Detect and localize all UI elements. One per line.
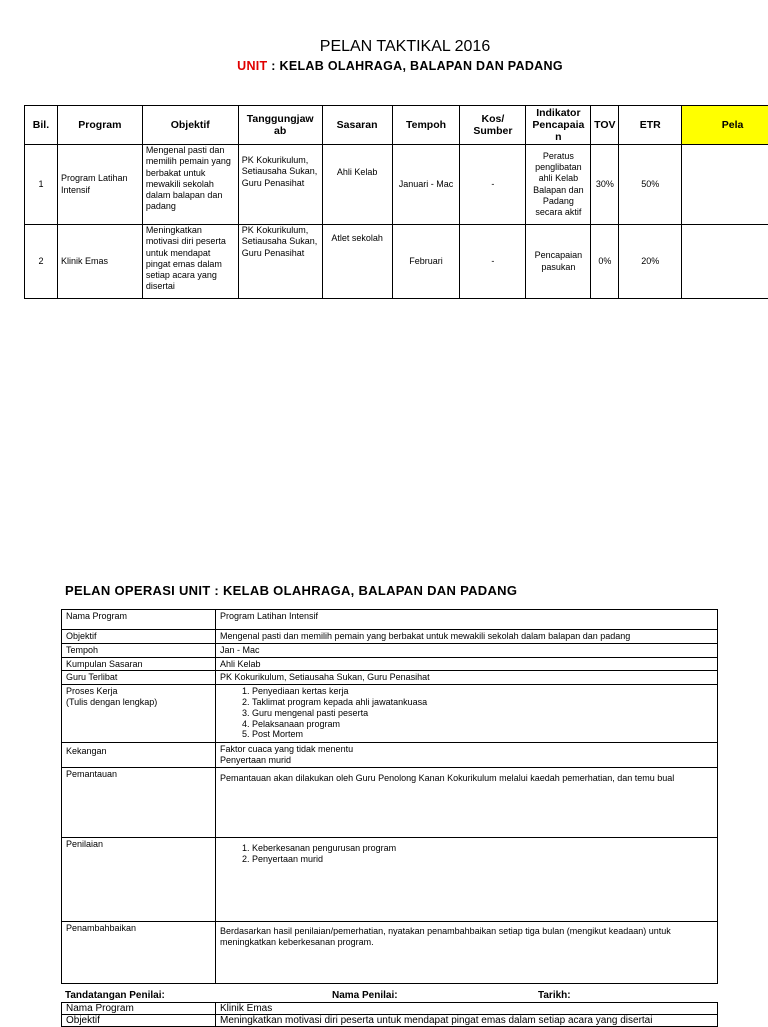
list-item: 2. Taklimat program kepada ahli jawatankuasa [252, 697, 713, 708]
value-proses-kerja [216, 685, 718, 743]
cell-kos: - [460, 145, 526, 225]
list-item: 3. Guru mengenal pasti peserta [252, 708, 713, 719]
table-row [62, 1015, 718, 1027]
tactical-plan-table [24, 105, 768, 299]
header-tanggungjawab: Tanggungjaw ab [238, 106, 322, 145]
value-objektif: Meningkatkan motivasi diri peserta untuk mendapat pingat emas dalam setiap acara yang disertai [216, 1015, 718, 1027]
value-kekangan [216, 743, 718, 768]
cell-pelan [682, 225, 768, 299]
cell-bil: 1 [25, 145, 58, 225]
header-indikator: Indikator Pencapaia n [526, 106, 591, 145]
header-program: Program [57, 106, 142, 145]
table-row [62, 610, 718, 630]
proses-kerja-label: Proses Kerja [66, 686, 118, 696]
header-tempoh: Tempoh [392, 106, 460, 145]
value-kumpulan-sasaran: Ahli Kelab [216, 657, 718, 671]
kekangan-line-1: Faktor cuaca yang tidak menentu [220, 744, 353, 754]
list-item: 5. Post Mortem [252, 729, 713, 740]
penilaian-list [220, 843, 713, 865]
header-kos: Kos/ Sumber [460, 106, 526, 145]
unit-label: UNIT [237, 59, 267, 73]
table-row [62, 643, 718, 657]
value-pemantauan: Pemantauan akan dilakukan oleh Guru Penolong Kanan Kokurikulum melalui kaedah pemerhatian, dan temu bual [216, 767, 718, 837]
cell-kos: - [460, 225, 526, 299]
cell-tanggungjawab: PK Kokurikulum, Setiausaha Sukan, Guru Penasihat [238, 145, 322, 225]
label-guru-terlibat: Guru Terlibat [62, 671, 216, 685]
list-item: 1. Keberkesanan pengurusan program [252, 843, 713, 854]
list-item: 4. Pelaksanaan program [252, 719, 713, 730]
label-penilaian: Penilaian [62, 837, 216, 921]
proses-kerja-sublabel: (Tulis dengan lengkap) [66, 697, 157, 707]
table-row [62, 767, 718, 837]
table-row [62, 837, 718, 921]
label-nama-program: Nama Program [62, 610, 216, 630]
cell-sasaran: Atlet sekolah [322, 225, 392, 299]
page-title: PELAN TAKTIKAL 2016 [0, 38, 768, 56]
table-row [62, 671, 718, 685]
table-row [25, 225, 768, 299]
header-etr: ETR [619, 106, 682, 145]
table-row [62, 685, 718, 743]
value-guru-terlibat: PK Kokurikulum, Setiausaha Sukan, Guru Penasihat [216, 671, 718, 685]
unit-subtitle [0, 59, 768, 73]
header-objektif: Objektif [142, 106, 238, 145]
cell-indikator: Pencapaian pasukan [526, 225, 591, 299]
kekangan-line-2: Penyertaan murid [220, 755, 291, 765]
cell-etr: 50% [619, 145, 682, 225]
value-tempoh: Jan - Mac [216, 643, 718, 657]
cell-tempoh: Februari [392, 225, 460, 299]
label-tempoh: Tempoh [62, 643, 216, 657]
label-proses-kerja [62, 685, 216, 743]
cell-pelan [682, 145, 768, 225]
cell-indikator: Peratus penglibatan ahli Kelab Balapan dan Padang secara aktif [526, 145, 591, 225]
cell-program: Program Latihan Intensif [57, 145, 142, 225]
label-penambahbaikan: Penambahbaikan [62, 921, 216, 983]
header-bil: Bil. [25, 106, 58, 145]
signature-label: Tandatangan Penilai: [65, 990, 165, 1001]
cell-tov: 30% [591, 145, 619, 225]
cell-bil: 2 [25, 225, 58, 299]
table-row [62, 1003, 718, 1015]
label-objektif: Objektif [62, 630, 216, 644]
table-row [25, 145, 768, 225]
cell-sasaran: Ahli Kelab [322, 145, 392, 225]
proses-kerja-list [220, 686, 713, 740]
value-penilaian [216, 837, 718, 921]
cell-etr: 20% [619, 225, 682, 299]
label-kekangan: Kekangan [62, 743, 216, 768]
table-header-row [25, 106, 768, 145]
label-pemantauan: Pemantauan [62, 767, 216, 837]
header-tov: TOV [591, 106, 619, 145]
evaluator-name-label: Nama Penilai: [332, 990, 398, 1001]
cell-objektif: Mengenal pasti dan memilih pemain yang berbakat untuk mewakili sekolah dalam balapan dan padang [142, 145, 238, 225]
value-nama-program: Program Latihan Intensif [216, 610, 718, 630]
label-nama-program: Nama Program [62, 1003, 216, 1015]
operation-plan-table [61, 609, 718, 984]
value-nama-program: Klinik Emas [216, 1003, 718, 1015]
header-sasaran: Sasaran [322, 106, 392, 145]
value-objektif: Mengenal pasti dan memilih pemain yang berbakat untuk mewakili sekolah dalam balapan dan padang [216, 630, 718, 644]
cell-program: Klinik Emas [57, 225, 142, 299]
table-row [62, 657, 718, 671]
table-row [62, 743, 718, 768]
table-row [62, 630, 718, 644]
operation-plan-title: PELAN OPERASI UNIT : KELAB OLAHRAGA, BALAPAN DAN PADANG [65, 583, 517, 598]
cell-tov: 0% [591, 225, 619, 299]
value-penambahbaikan: Berdasarkan hasil penilaian/pemerhatian, nyatakan penambahbaikan setiap tiga bulan (mengikut keadaan) untuk meningkatkan keberkesanan program. [216, 921, 718, 983]
list-item: 1. Penyediaan kertas kerja [252, 686, 713, 697]
operation-plan-table-2 [61, 1002, 718, 1027]
cell-objektif: Meningkatkan motivasi diri peserta untuk mendapat pingat emas dalam setiap acara yang disertai [142, 225, 238, 299]
header-pelan: Pela [682, 106, 768, 145]
label-objektif: Objektif [62, 1015, 216, 1027]
table-row [62, 921, 718, 983]
cell-tanggungjawab: PK Kokurikulum, Setiausaha Sukan, Guru Penasihat [238, 225, 322, 299]
date-label: Tarikh: [538, 990, 571, 1001]
cell-tempoh: Januari - Mac [392, 145, 460, 225]
list-item: 2. Penyertaan murid [252, 854, 713, 865]
unit-name: : KELAB OLAHRAGA, BALAPAN DAN PADANG [268, 59, 563, 73]
label-kumpulan-sasaran: Kumpulan Sasaran [62, 657, 216, 671]
